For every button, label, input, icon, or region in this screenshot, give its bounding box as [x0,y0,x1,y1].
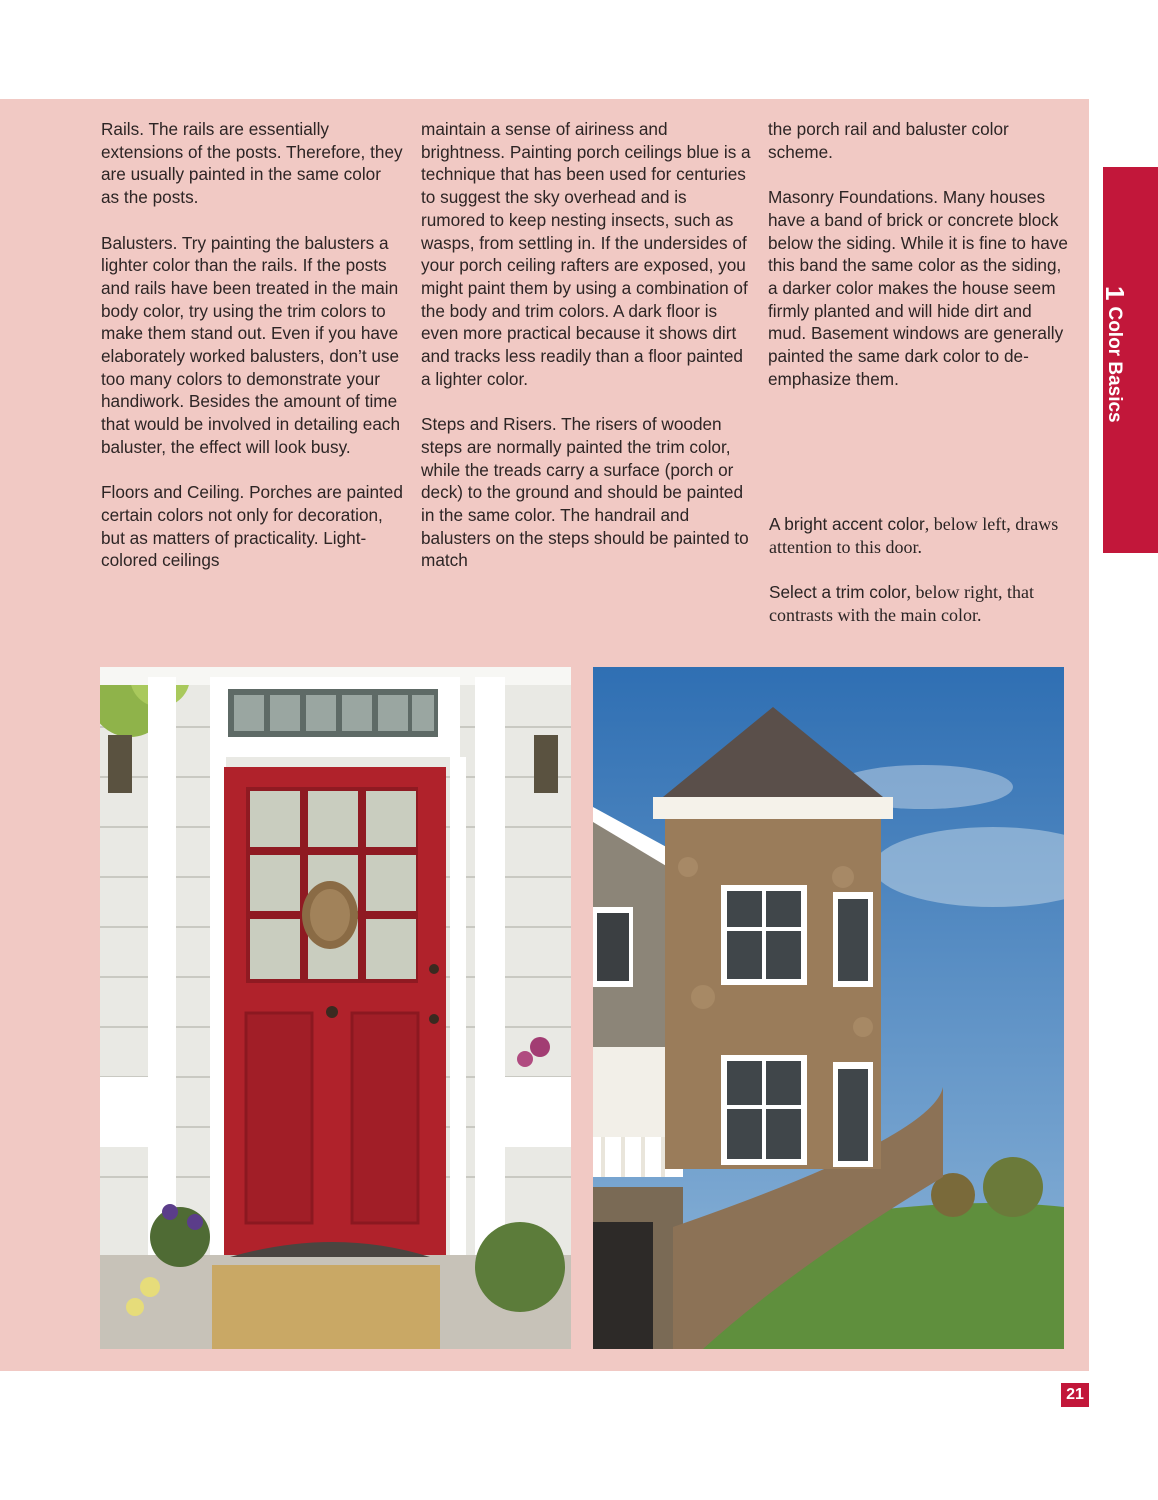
paragraph-steps-cont [768,118,1068,163]
chapter-title: Color Basics [1104,306,1126,423]
paragraph-rails [101,118,403,209]
text-column-1 [101,118,403,572]
caption-right-rest: , below right, that contrasts with the main color. [769,582,1035,625]
page-number: 21 [1061,1383,1089,1407]
paragraph-balusters [101,232,403,459]
heading-rails: Rails. [101,119,144,139]
photo-stone-tower [593,667,1064,1349]
heading-masonry: Masonry Foundations. [768,187,939,208]
photo-captions [769,513,1079,649]
caption-right-lead: Select a trim color [769,582,907,603]
red-door-illustration [100,667,571,1349]
heading-steps: Steps and Risers. [421,414,557,435]
paragraph-masonry [768,186,1068,390]
text-column-3 [768,118,1068,390]
text-column-2 [421,118,751,572]
photo-red-door [100,667,571,1349]
body-balusters: Try painting the balusters a lighter color than the rails. If the posts and rails have been treated in the main body color, try using the trim colors to make them stand out. Even if you have elaborately worked balusters, don’t use too many colors to demonstrate your handiwork. Besides the amount of time that would be involved in detailing each baluster, the effect will look busy. [101,232,401,457]
body-rails: The rails are essentially extensions of the posts. Therefore, they are usually painted in the same color as the posts. [101,119,403,208]
paragraph-steps [421,413,751,572]
body-masonry: Many houses have a band of brick or concrete block below the siding. While it is fine to have this band the same color as the siding, a darker color makes the house seem firmly planted and will hide dirt and mud. Basement windows are generally painted the same dark color to de-emphasize them. [768,187,1068,389]
body-steps: The risers of wooden steps are normally painted the trim color, while the treads carry a surface (porch or deck) to the ground and should be painted in the same color. The handrail and balusters on the steps should be painted to match [421,414,749,571]
body-steps-cont: the porch rail and baluster color scheme. [768,119,1009,162]
caption-left-lead: A bright accent color [769,514,925,534]
caption-left-rest: , below left, draws attention to this door. [769,514,1059,557]
body-floors-cont: maintain a sense of airiness and brightness. Painting porch ceilings blue is a technique that has been used for centuries to suggest the sky overhead and is rumored to keep nesting insects, such as wasps, from settling in. If the undersides of your porch ceiling rafters are exposed, you might paint them by using a combination of the body and trim colors. A dark floor is even more practical because it shows dirt and tracks less readily than a floor painted a lighter color. [421,119,751,389]
heading-floors: Floors and Ceiling. [101,482,245,503]
paragraph-floors-cont [421,118,751,390]
chapter-number: 1 [1100,286,1130,301]
paragraph-floors [101,481,403,572]
caption-right [769,581,1079,626]
body-floors: Porches are painted certain colors not only for decoration, but as matters of practicality. Light-colored ceilings [101,482,403,571]
chapter-label [1099,286,1130,423]
stone-tower-illustration [593,667,1064,1349]
heading-balusters: Balusters. [101,232,178,253]
caption-left [769,513,1079,558]
